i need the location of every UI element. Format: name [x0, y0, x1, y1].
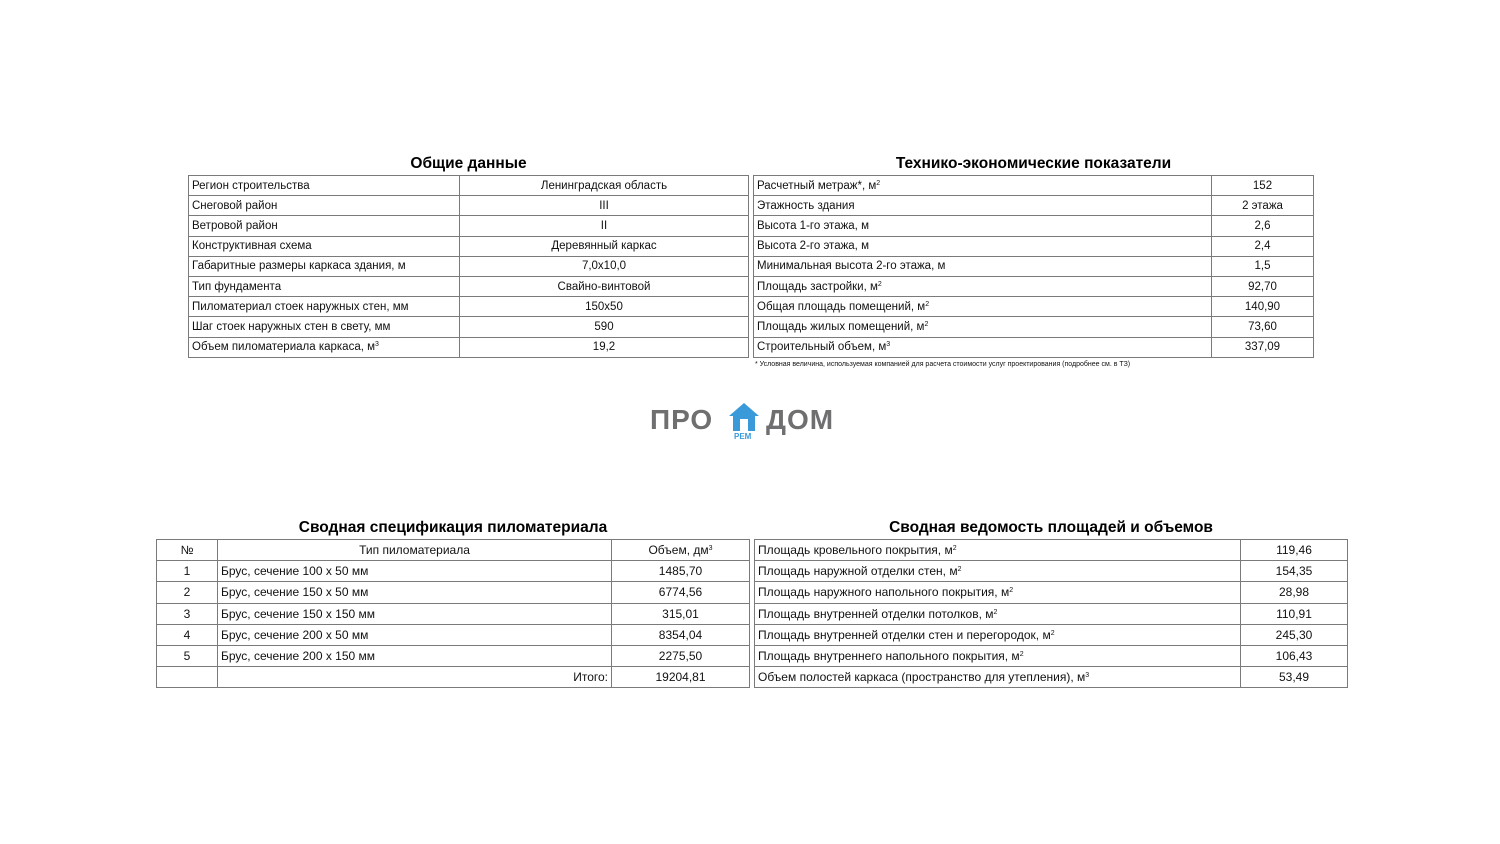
general-data-title: Общие данные: [410, 155, 527, 172]
total-value: 19204,81: [612, 667, 750, 688]
table-row: [754, 196, 1314, 216]
param-value: III: [460, 196, 749, 216]
param-label: Регион строительства: [189, 176, 460, 196]
area-value: 119,46: [1241, 540, 1348, 561]
table-row: [189, 337, 749, 357]
footnote: * Условная величина, используемая компанией для расчета стоимости услуг проектирования (подробнее см. в ТЗ): [755, 360, 1131, 368]
param-label: Объем пиломатериала каркаса, $м^3$: [189, 337, 460, 357]
tech-indicators-table: [753, 175, 1314, 358]
indicator-label: Высота 1-го этажа, м: [754, 216, 1212, 236]
area-label: Площадь наружного напольного покрытия, $м^2$: [755, 582, 1241, 603]
lumber-volume: 8354,04: [612, 624, 750, 645]
area-value: 110,91: [1241, 603, 1348, 624]
table-row: [754, 276, 1314, 296]
param-value: Ленинградская область: [460, 176, 749, 196]
table-row: [157, 561, 750, 582]
table-row: [189, 256, 749, 276]
table-row: [754, 297, 1314, 317]
param-label: Конструктивная схема: [189, 236, 460, 256]
table-row: [189, 297, 749, 317]
area-value: 53,49: [1241, 667, 1348, 688]
table-row: [157, 645, 750, 666]
table-row: [157, 603, 750, 624]
indicator-label: Площадь застройки, $м^2$: [754, 276, 1212, 296]
area-value: 245,30: [1241, 624, 1348, 645]
lumber-type: Брус, сечение 200 х 150 мм: [218, 645, 612, 666]
indicator-value: 152: [1212, 176, 1314, 196]
area-label: Объем полостей каркаса (пространство для утепления), $м^3$: [755, 667, 1241, 688]
areas-volumes-table: [754, 539, 1348, 688]
general-data-table: [188, 175, 749, 358]
area-label: Площадь кровельного покрытия, $м^2$: [755, 540, 1241, 561]
areas-volumes-section: [754, 519, 1348, 688]
param-label: Снеговой район: [189, 196, 460, 216]
tech-indicators-section: [753, 155, 1314, 370]
param-label: Пиломатериал стоек наружных стен, мм: [189, 297, 460, 317]
table-row: [754, 337, 1314, 357]
param-value: 150x50: [460, 297, 749, 317]
table-row: [189, 196, 749, 216]
indicator-value: 73,60: [1212, 317, 1314, 337]
table-row: [157, 582, 750, 603]
indicator-label: Минимальная высота 2-го этажа, м: [754, 256, 1212, 276]
param-value: 590: [460, 317, 749, 337]
table-row: [754, 176, 1314, 196]
table-row: [755, 667, 1348, 688]
indicator-value: 2,6: [1212, 216, 1314, 236]
area-label: Площадь внутреннего напольного покрытия, $м^2$: [755, 645, 1241, 666]
indicator-value: 2,4: [1212, 236, 1314, 256]
table-row: [755, 645, 1348, 666]
lumber-volume: 6774,56: [612, 582, 750, 603]
area-label: Площадь наружной отделки стен, $м^2$: [755, 561, 1241, 582]
row-number: 3: [157, 603, 218, 624]
lumber-volume: 2275,50: [612, 645, 750, 666]
indicator-value: 92,70: [1212, 276, 1314, 296]
house-icon: [728, 402, 760, 432]
table-row: [754, 317, 1314, 337]
indicator-label: Общая площадь помещений, $м^2$: [754, 297, 1212, 317]
param-label: Ветровой район: [189, 216, 460, 236]
lumber-spec-title: Сводная спецификация пиломатериала: [298, 519, 608, 536]
lumber-spec-section: [156, 519, 750, 688]
indicator-value: 2 этажа: [1212, 196, 1314, 216]
indicator-label: Площадь жилых помещений, $м^2$: [754, 317, 1212, 337]
logo-text-left: ПРО: [650, 404, 714, 435]
lumber-volume: 315,01: [612, 603, 750, 624]
row-number: 1: [157, 561, 218, 582]
row-number: 5: [157, 645, 218, 666]
lumber-type: Брус, сечение 150 х 150 мм: [218, 603, 612, 624]
param-value: 7,0x10,0: [460, 256, 749, 276]
param-label: Габаритные размеры каркаса здания, м: [189, 256, 460, 276]
indicator-value: 1,5: [1212, 256, 1314, 276]
row-number: 2: [157, 582, 218, 603]
param-value: II: [460, 216, 749, 236]
indicator-label: Высота 2-го этажа, м: [754, 236, 1212, 256]
empty-cell: [157, 667, 218, 688]
indicator-label: Расчетный метраж*, $м^2$: [754, 176, 1212, 196]
table-row: [157, 624, 750, 645]
table-row: [754, 256, 1314, 276]
indicator-value: 140,90: [1212, 297, 1314, 317]
lumber-type: Брус, сечение 150 х 50 мм: [218, 582, 612, 603]
area-label: Площадь внутренней отделки стен и перегородок, $м^2$: [755, 624, 1241, 645]
table-row: [755, 561, 1348, 582]
total-label: Итого:: [218, 667, 612, 688]
tech-indicators-title: Технико-экономические показатели: [895, 155, 1172, 172]
indicator-label: Этажность здания: [754, 196, 1212, 216]
table-row: [755, 582, 1348, 603]
indicator-value: 337,09: [1212, 337, 1314, 357]
column-header-number: №: [157, 540, 218, 561]
table-row: [754, 236, 1314, 256]
area-value: 154,35: [1241, 561, 1348, 582]
param-label: Тип фундамента: [189, 276, 460, 296]
company-logo: [650, 400, 850, 442]
lumber-type: Брус, сечение 200 х 50 мм: [218, 624, 612, 645]
table-row: [189, 176, 749, 196]
area-value: 28,98: [1241, 582, 1348, 603]
lumber-type: Брус, сечение 100 х 50 мм: [218, 561, 612, 582]
param-label: Шаг стоек наружных стен в свету, мм: [189, 317, 460, 337]
param-value: 19,2: [460, 337, 749, 357]
table-row: [755, 540, 1348, 561]
param-value: Свайно-винтовой: [460, 276, 749, 296]
area-value: 106,43: [1241, 645, 1348, 666]
column-header-volume: Объем, $дм^3$: [612, 540, 750, 561]
lumber-spec-table: [156, 539, 750, 688]
table-row: [189, 216, 749, 236]
column-header-type: Тип пиломатериала: [218, 540, 612, 561]
general-data-section: [188, 155, 749, 358]
area-label: Площадь внутренней отделки потолков, $м^2$: [755, 603, 1241, 624]
table-row: [755, 624, 1348, 645]
param-value: Деревянный каркас: [460, 236, 749, 256]
table-row: [189, 236, 749, 256]
table-total-row: [157, 667, 750, 688]
indicator-label: Строительный объем, $м^3$: [754, 337, 1212, 357]
table-header-row: [157, 540, 750, 561]
table-row: [189, 276, 749, 296]
areas-volumes-title: Сводная ведомость площадей и объемов: [889, 519, 1213, 536]
logo-text-right: ДОМ: [766, 404, 835, 435]
table-row: [755, 603, 1348, 624]
lumber-volume: 1485,70: [612, 561, 750, 582]
row-number: 4: [157, 624, 218, 645]
logo-subtext: РЕМ: [734, 432, 752, 441]
table-row: [754, 216, 1314, 236]
table-row: [189, 317, 749, 337]
